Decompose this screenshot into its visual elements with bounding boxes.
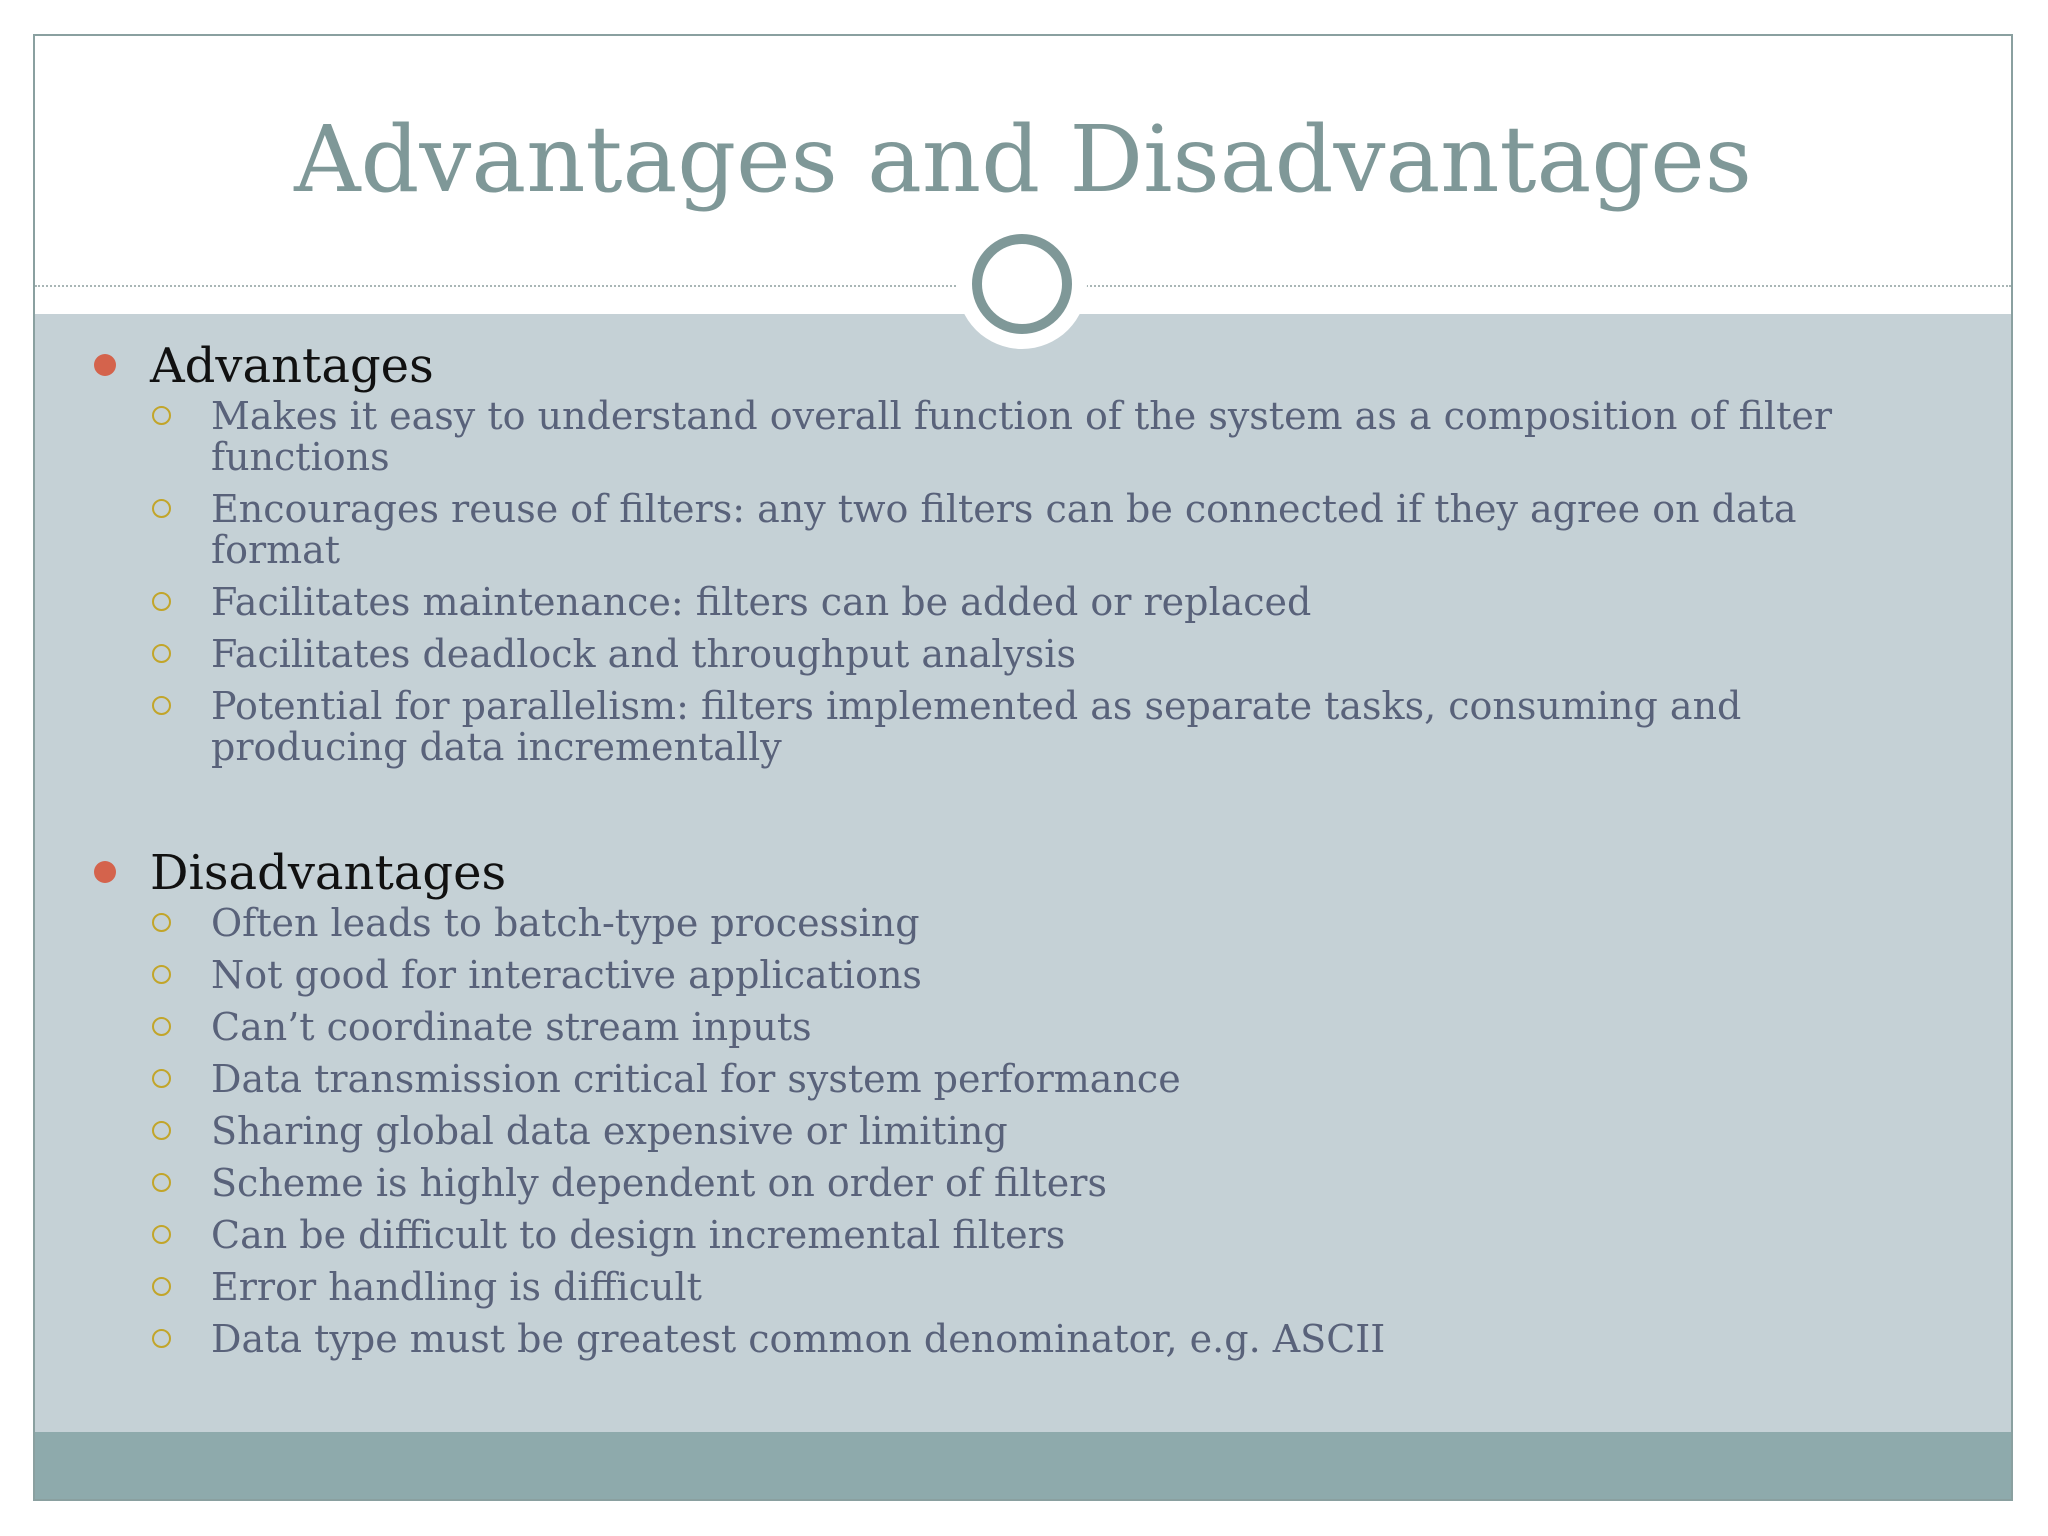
circle-bullet-icon xyxy=(152,965,171,984)
list-item-text: Often leads to batch-type processing xyxy=(211,901,920,945)
list-item-text: Data transmission critical for system performance xyxy=(211,1057,1181,1101)
circle-bullet-icon xyxy=(152,406,171,425)
list-item xyxy=(35,1059,2011,1100)
list-item xyxy=(35,396,2011,478)
circle-bullet-icon xyxy=(152,1173,171,1192)
list-item xyxy=(35,1215,2011,1256)
list-item-text: Facilitates maintenance: filters can be added or replaced xyxy=(211,580,1312,624)
section-heading-text: Advantages xyxy=(150,338,434,394)
list-item-text: Can be difficult to design incremental filters xyxy=(211,1213,1066,1257)
slide xyxy=(33,34,2013,1501)
section-heading xyxy=(35,843,2011,903)
list-item-text: Not good for interactive applications xyxy=(211,953,922,997)
list-item xyxy=(35,1111,2011,1152)
circle-bullet-icon xyxy=(152,644,171,663)
list-item-text: Encourages reuse of filters: any two filters can be connected if they agree on data format xyxy=(211,487,1797,572)
ring-ornament-icon xyxy=(972,234,1072,334)
list-item xyxy=(35,955,2011,996)
disadvantages-list xyxy=(35,903,2011,1360)
advantages-section xyxy=(35,336,2011,768)
list-item-text: Scheme is highly dependent on order of filters xyxy=(211,1161,1107,1205)
section-heading xyxy=(35,336,2011,396)
list-item xyxy=(35,1007,2011,1048)
circle-bullet-icon xyxy=(152,696,171,715)
list-item-text: Potential for parallelism: filters implemented as separate tasks, consuming and producing data incrementally xyxy=(211,684,1742,769)
list-item xyxy=(35,582,2011,623)
list-item-text: Makes it easy to understand overall function of the system as a composition of filter functions xyxy=(211,394,1832,479)
bullet-dot-icon xyxy=(94,861,116,883)
section-heading-text: Disadvantages xyxy=(150,845,507,901)
circle-bullet-icon xyxy=(152,1277,171,1296)
list-item xyxy=(35,1163,2011,1204)
list-item-text: Data type must be greatest common denominator, e.g. ASCII xyxy=(211,1317,1386,1361)
section-gap xyxy=(35,779,2011,843)
circle-bullet-icon xyxy=(152,592,171,611)
circle-bullet-icon xyxy=(152,1121,171,1140)
list-item xyxy=(35,634,2011,675)
list-item xyxy=(35,489,2011,571)
list-item-text: Facilitates deadlock and throughput analysis xyxy=(211,632,1076,676)
list-item xyxy=(35,1267,2011,1308)
list-item xyxy=(35,1319,2011,1360)
circle-bullet-icon xyxy=(152,1329,171,1348)
circle-bullet-icon xyxy=(152,1225,171,1244)
list-item-text: Error handling is difficult xyxy=(211,1265,702,1309)
footer-bar xyxy=(35,1432,2011,1501)
disadvantages-section xyxy=(35,843,2011,1360)
circle-bullet-icon xyxy=(152,1069,171,1088)
list-item xyxy=(35,686,2011,768)
list-item xyxy=(35,903,2011,944)
list-item-text: Can’t coordinate stream inputs xyxy=(211,1005,812,1049)
circle-bullet-icon xyxy=(152,499,171,518)
list-item-text: Sharing global data expensive or limiting xyxy=(211,1109,1008,1153)
circle-bullet-icon xyxy=(152,913,171,932)
slide-content xyxy=(35,336,2011,1371)
advantages-list xyxy=(35,396,2011,768)
circle-bullet-icon xyxy=(152,1017,171,1036)
bullet-dot-icon xyxy=(94,354,116,376)
slide-title: Advantages and Disadvantages xyxy=(294,106,1752,213)
